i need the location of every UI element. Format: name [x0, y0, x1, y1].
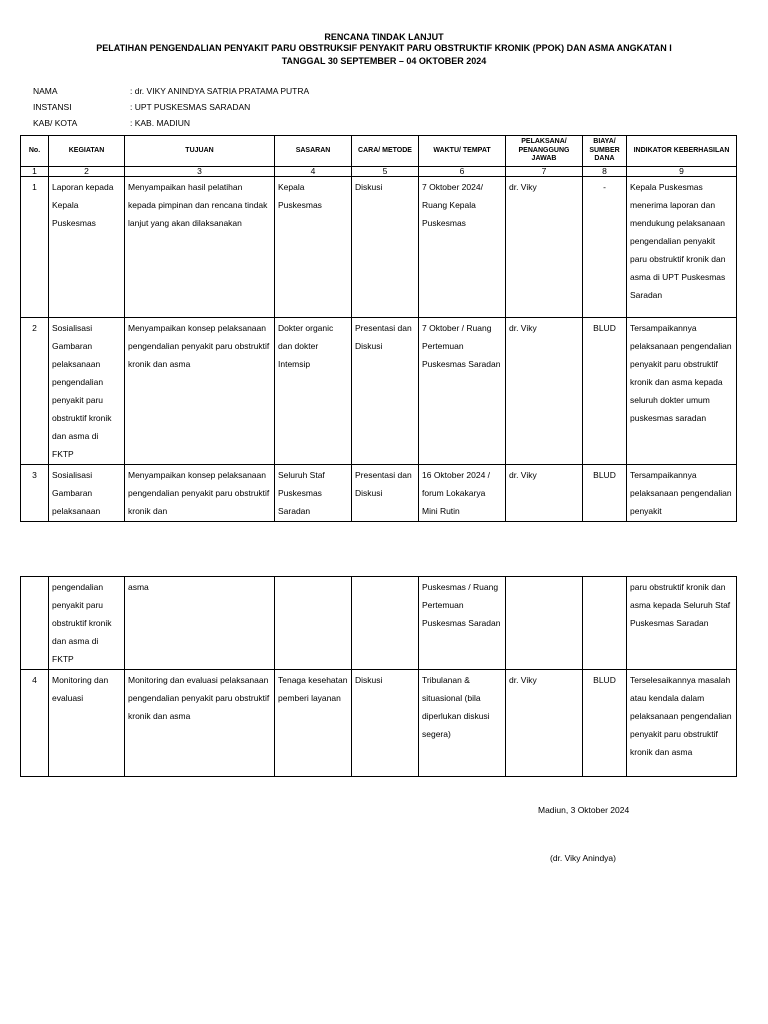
cell-no [21, 577, 49, 670]
cell-tujuan: Menyampaikan konsep pelaksanaan pengendalian penyakit paru obstruktif kronik dan asma [125, 317, 275, 464]
cell-waktu: 7 Oktober / Ruang Pertemuan Puskesmas Saradan [419, 317, 506, 464]
col-number: 1 [21, 166, 49, 176]
cell-biaya: BLUD [583, 670, 627, 777]
nama-label: NAMA [33, 86, 58, 96]
cell-sasaran [275, 577, 352, 670]
cell-metode: Diskusi [352, 176, 419, 317]
cell-metode [352, 577, 419, 670]
kota-label: KAB/ KOTA [33, 118, 78, 128]
document-subtitle: PELATIHAN PENGENDALIAN PENYAKIT PARU OBSTRUKSIF PENYAKIT PARU OBSTRUKTIF KRONIK (PPOK) DAN ASMA ANGKATAN I [96, 43, 672, 53]
cell-tujuan: Menyampaikan hasil pelatihan kepada pimpinan dan rencana tindak lanjut yang akan dilaksanakan [125, 176, 275, 317]
header-indikator: INDIKATOR KEBERHASILAN [627, 136, 737, 167]
cell-no: 1 [21, 176, 49, 317]
signature-name: (dr. Viky Anindya) [550, 853, 616, 863]
cell-biaya [583, 577, 627, 670]
cell-pelaksana: dr. Viky [506, 464, 583, 521]
col-number: 5 [352, 166, 419, 176]
col-number: 7 [506, 166, 583, 176]
cell-metode: Presentasi dan Diskusi [352, 464, 419, 521]
col-number: 2 [49, 166, 125, 176]
cell-kegiatan: pengendalian penyakit paru obstruktif kronik dan asma di FKTP [49, 577, 125, 670]
cell-kegiatan: Laporan kepada Kepala Puskesmas [49, 176, 125, 317]
header-no: No. [21, 136, 49, 167]
cell-no: 2 [21, 317, 49, 464]
cell-biaya: BLUD [583, 464, 627, 521]
cell-waktu: 16 Oktober 2024 / forum Lokakarya Mini Rutin [419, 464, 506, 521]
header-kegiatan: KEGIATAN [49, 136, 125, 167]
col-number: 9 [627, 166, 737, 176]
cell-waktu: 7 Oktober 2024/ Ruang Kepala Puskesmas [419, 176, 506, 317]
rtl-table-page-1 [20, 135, 737, 522]
cell-kegiatan: Monitoring dan evaluasi [49, 670, 125, 777]
cell-pelaksana [506, 577, 583, 670]
cell-kegiatan: Sosialisasi Gambaran pelaksanaan pengendalian penyakit paru obstruktif kronik dan asma di FKTP [49, 317, 125, 464]
cell-no: 4 [21, 670, 49, 777]
instansi-label: INSTANSI [33, 102, 72, 112]
table-row [21, 317, 737, 464]
cell-indikator: Kepala Puskesmas menerima laporan dan mendukung pelaksanaan pengendalian penyakit paru obstruktif kronik dan asma di UPT Puskesmas Saradan [627, 176, 737, 317]
col-number: 6 [419, 166, 506, 176]
table-header-row [21, 136, 737, 167]
nama-value: : dr. VIKY ANINDYA SATRIA PRATAMA PUTRA [130, 86, 310, 96]
column-number-row [21, 166, 737, 176]
table-row [21, 577, 737, 670]
cell-indikator: Tersampaikannya pelaksanaan pengendalian penyakit [627, 464, 737, 521]
table-row [21, 176, 737, 317]
table-row [21, 464, 737, 521]
cell-indikator: paru obstruktif kronik dan asma kepada Seluruh Staf Puskesmas Saradan [627, 577, 737, 670]
cell-pelaksana: dr. Viky [506, 670, 583, 777]
header-sasaran: SASARAN [275, 136, 352, 167]
cell-no: 3 [21, 464, 49, 521]
cell-kegiatan: Sosialisasi Gambaran pelaksanaan [49, 464, 125, 521]
header-pelaksana: PELAKSANA/ PENANGGUNG JAWAB [506, 136, 583, 167]
cell-metode: Diskusi [352, 670, 419, 777]
cell-indikator: Tersampaikannya pelaksanaan pengendalian penyakit paru obstruktif kronik dan asma kepada seluruh dokter umum puskesmas saradan [627, 317, 737, 464]
signature-place-date: Madiun, 3 Oktober 2024 [538, 805, 630, 815]
cell-sasaran: Seluruh Staf Puskesmas Saradan [275, 464, 352, 521]
col-number: 8 [583, 166, 627, 176]
cell-pelaksana: dr. Viky [506, 317, 583, 464]
cell-tujuan: asma [125, 577, 275, 670]
kota-value: : KAB. MADIUN [130, 118, 190, 128]
cell-indikator: Terselesaikannya masalah atau kendala dalam pelaksanaan pengendalian penyakit paru obstruktif kronik dan asma [627, 670, 737, 777]
cell-waktu: Tribulanan & situasional (bila diperlukan diskusi segera) [419, 670, 506, 777]
header-biaya: BIAYA/ SUMBER DANA [583, 136, 627, 167]
cell-biaya: BLUD [583, 317, 627, 464]
table-row [21, 670, 737, 777]
col-number: 3 [125, 166, 275, 176]
cell-sasaran: Dokter organic dan dokter Intemsip [275, 317, 352, 464]
col-number: 4 [275, 166, 352, 176]
instansi-value: : UPT PUSKESMAS SARADAN [130, 102, 251, 112]
header-waktu: WAKTU/ TEMPAT [419, 136, 506, 167]
cell-sasaran: Tenaga kesehatan pemberi layanan [275, 670, 352, 777]
document-date-range: TANGGAL 30 SEPTEMBER – 04 OKTOBER 2024 [281, 56, 487, 66]
document-title: RENCANA TINDAK LANJUT [324, 32, 444, 42]
cell-sasaran: Kepala Puskesmas [275, 176, 352, 317]
rtl-table-page-2 [20, 576, 737, 777]
cell-waktu: Puskesmas / Ruang Pertemuan Puskesmas Saradan [419, 577, 506, 670]
cell-tujuan: Menyampaikan konsep pelaksanaan pengendalian penyakit paru obstruktif kronik dan [125, 464, 275, 521]
header-tujuan: TUJUAN [125, 136, 275, 167]
cell-tujuan: Monitoring dan evaluasi pelaksanaan pengendalian penyakit paru obstruktif kronik dan asma [125, 670, 275, 777]
cell-metode: Presentasi dan Diskusi [352, 317, 419, 464]
cell-biaya: - [583, 176, 627, 317]
header-metode: CARA/ METODE [352, 136, 419, 167]
cell-pelaksana: dr. Viky [506, 176, 583, 317]
